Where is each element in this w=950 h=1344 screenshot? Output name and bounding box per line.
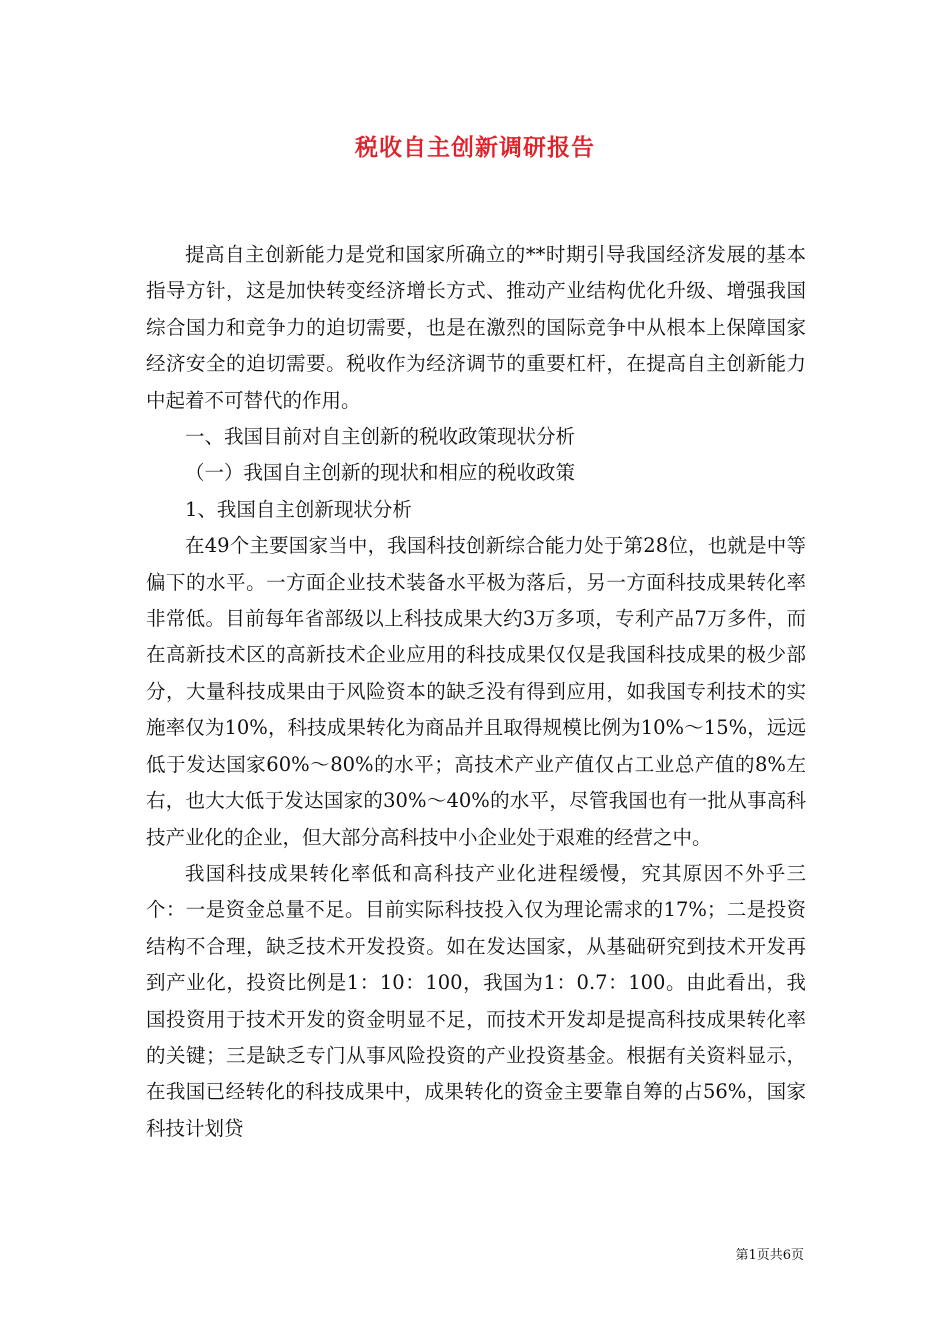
document-title: 税收自主创新调研报告 [355,134,595,161]
item-heading-1: 1、我国自主创新现状分析 [185,497,412,521]
paragraph-status-analysis: 在49个主要国家当中，我国科技创新综合能力处于第28位，也就是中等偏下的水平。一方面企业技术装备水平极为落后，另一方面科技成果转化率非常低。目前每年省部级以上科技成果大约3万多项，专利产品7万多件，而在高新技术区的高新技术企业应用的科技成果仅仅是我国科技成果的极少部分，大量科技成果由于风险资本的缺乏没有得到应用，如我国专利技术的实施率仅为10%，科技成果转化为商品并且取得规模比例为10%～15%，远远低于发达国家60%～80%的水平；高技术产业产值仅占工业总产值的8%左右，也大大低于发达国家的30%～40%的水平，尽管我国也有一批从事高科技产业化的企业，但大部分高科技中小企业处于艰难的经营之中。 [146,534,806,849]
page-number-footer: 第1页共6页 [735,1248,804,1263]
subsection-heading-1: （一）我国自主创新的现状和相应的税收政策 [185,461,576,485]
document-body [146,237,806,1147]
paragraph-intro: 提高自主创新能力是党和国家所确立的**时期引导我国经济发展的基本指导方针，这是加快转变经济增长方式、推动产业结构优化升级、增强我国综合国力和竞争力的迫切需要，也是在激烈的国际竞争中从根本上保障国家经济安全的迫切需要。税收作为经济调节的重要杠杆，在提高自主创新能力中起着不可替代的作用。 [146,243,806,412]
paragraph-causes: 我国科技成果转化率低和高科技产业化进程缓慢，究其原因不外乎三个：一是资金总量不足。目前实际科技投入仅为理论需求的17%；二是投资结构不合理，缺乏技术开发投资。如在发达国家，从基础研究到技术开发再到产业化，投资比例是1：10：100，我国为1：0.7：100。由此看出，我国投资用于技术开发的资金明显不足，而技术开发却是提高科技成果转化率的关键；三是缺乏专门从事风险投资的产业投资基金。根据有关资料显示，在我国已经转化的科技成果中，成果转化的资金主要靠自筹的占56%，国家科技计划贷 [146,861,806,1140]
section-heading-1: 一、我国目前对自主创新的税收政策现状分析 [185,425,576,449]
